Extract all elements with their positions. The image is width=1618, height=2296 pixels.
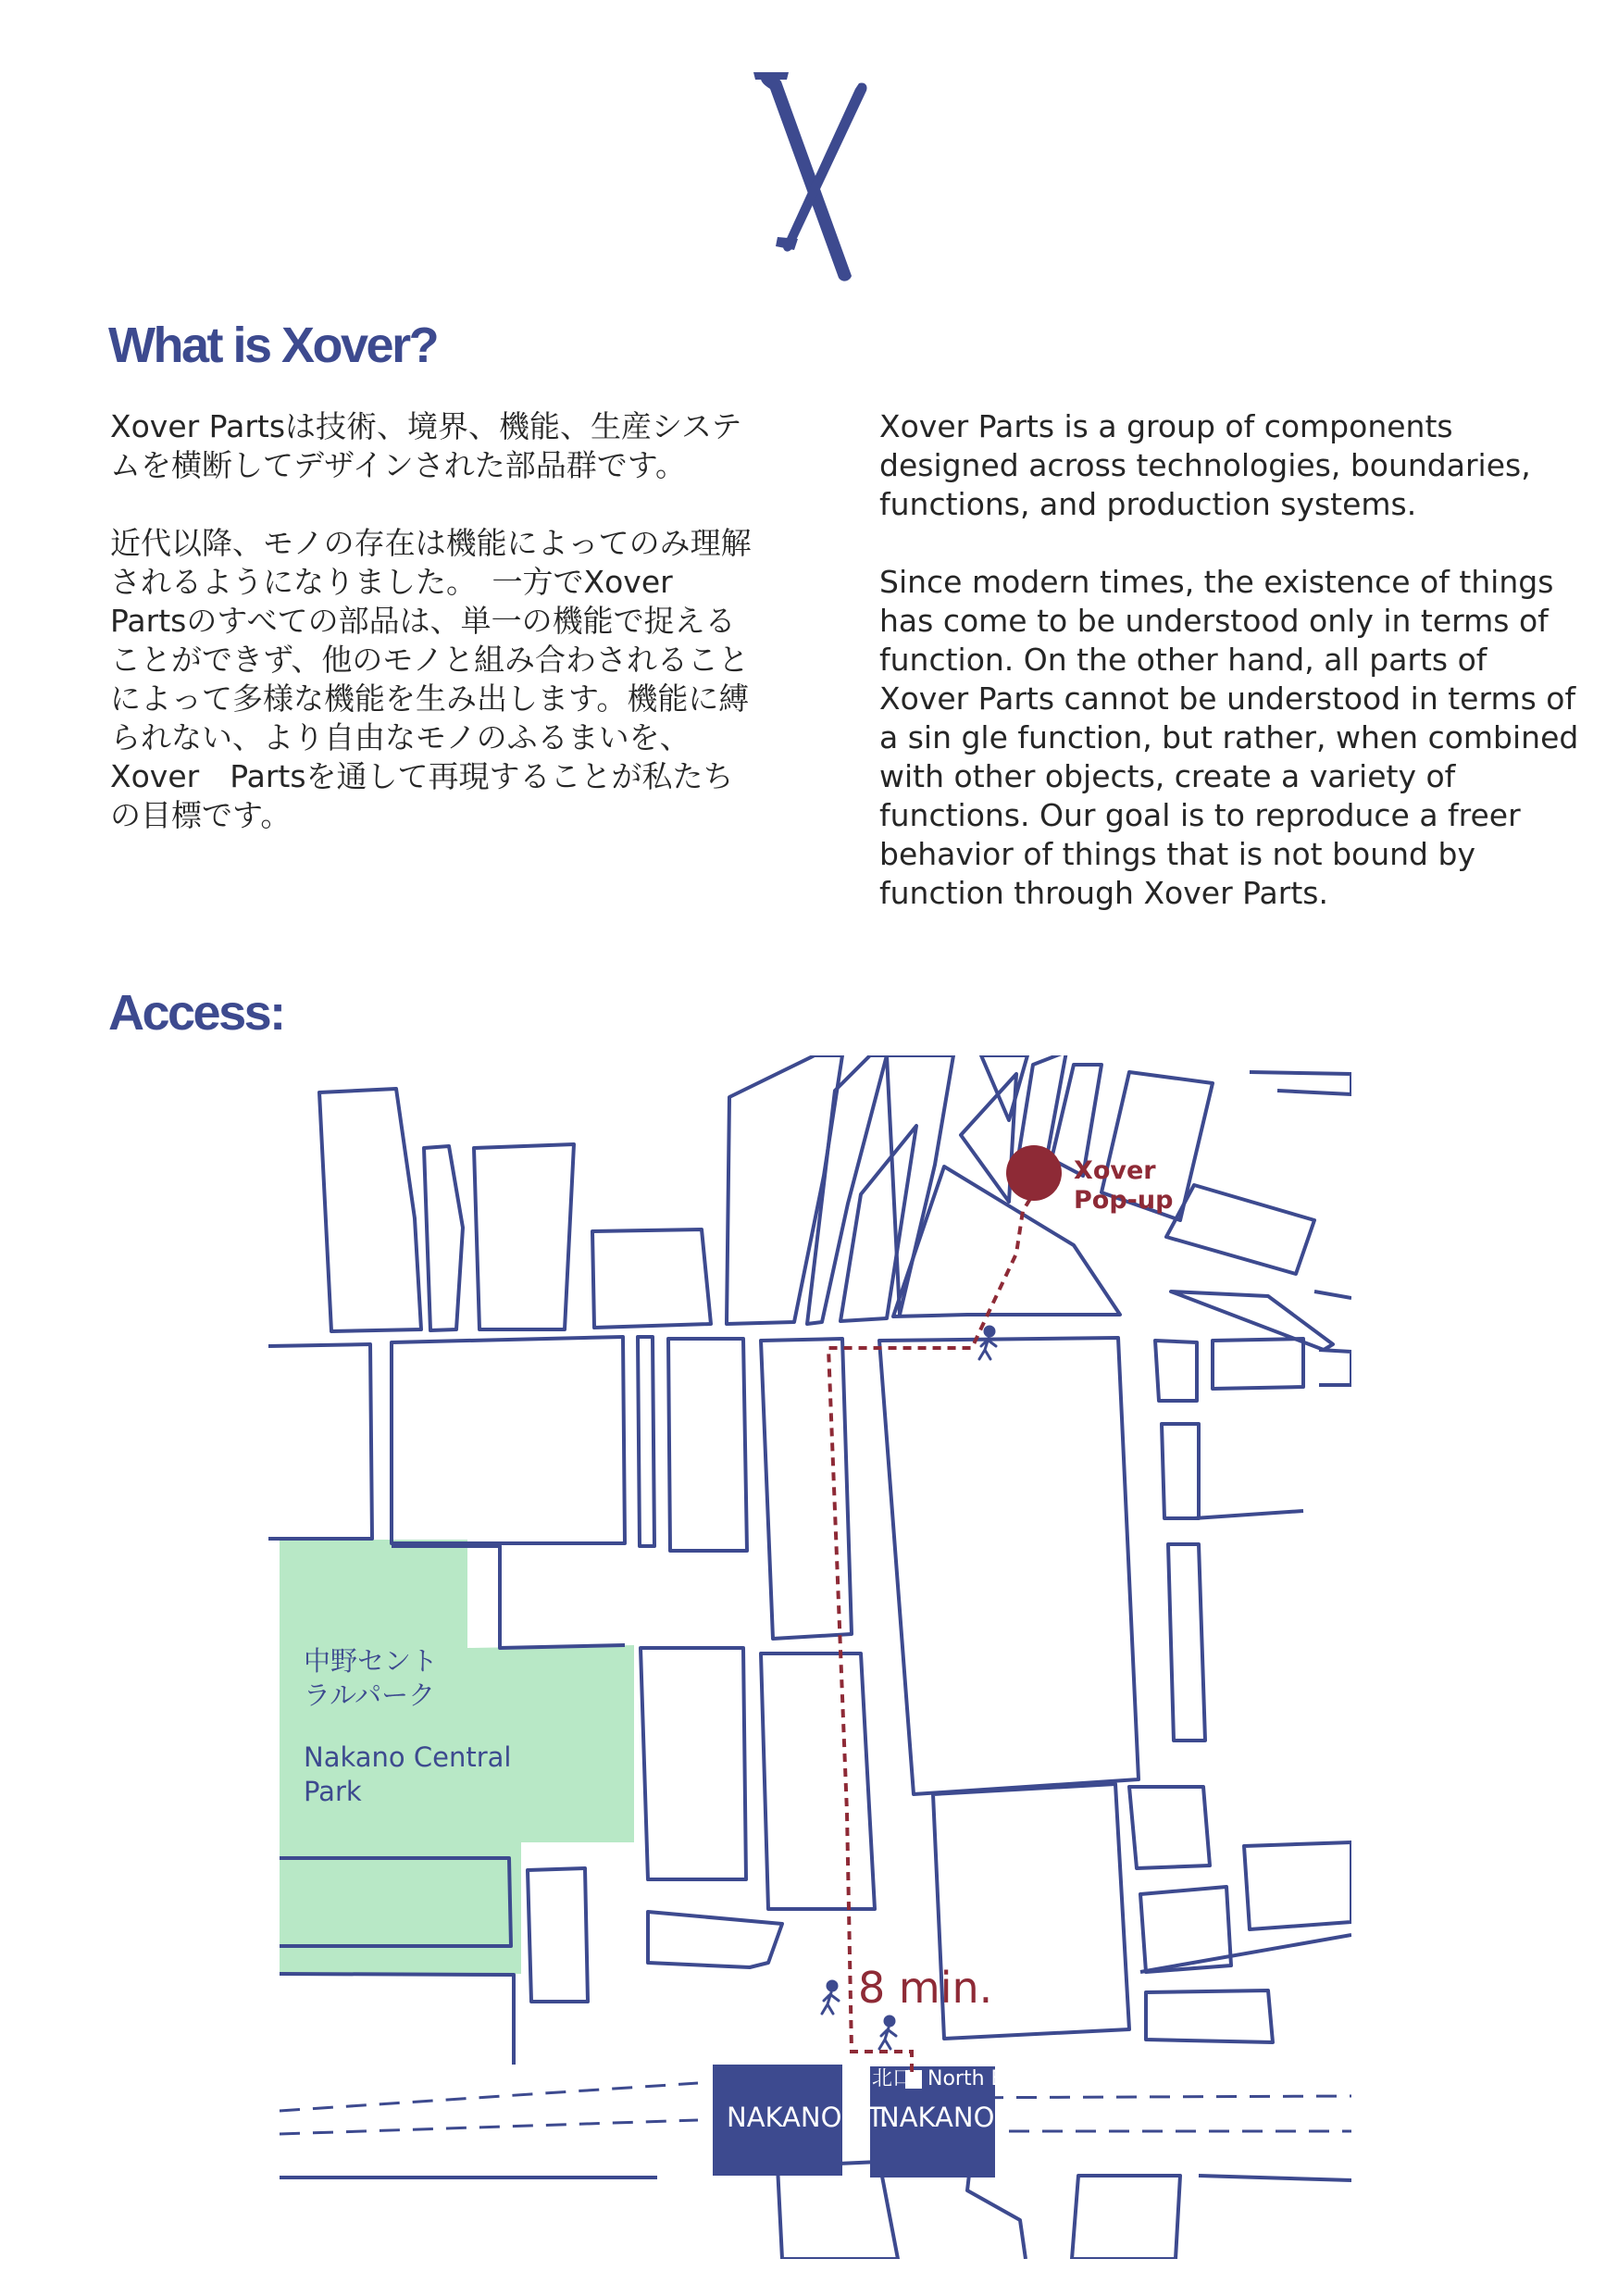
en-paragraph: Since modern times, the existence of things has come to be understood only in terms of function. On the other hand, all parts of Xover Parts cannot be understood in terms of a sin gle function, but rather, when combined with other objects, create a variety of functions. Our goal is to reproduce a freer behavior of things that is not bound by function through Xover Parts. (879, 564, 1579, 911)
popup-marker-icon (1006, 1145, 1062, 1201)
description-japanese (110, 407, 758, 874)
ja-paragraph: 近代以降、モノの存在は機能によってのみ理解されるようになりました。 一方でXover Partsのすべての部品は、単一の機能で捉えることができず、他のモノと組み合わされることによって多様な機能を生み出します。機能に縛られない、より自由なモノのふるまいを、Xover Partsを通して再現することが私たちの目標です。 (110, 525, 752, 833)
station-name-left: NAKANO ST. (727, 2102, 890, 2133)
access-map (268, 1055, 1351, 2259)
ja-paragraph: Xover Partsは技術、境界、機能、生産システムを横断してデザインされた部品群です。 (110, 408, 742, 483)
xover-logo-icon (741, 56, 879, 287)
park-name-en: Nakano Central Park (304, 1741, 512, 1807)
section-heading-access: Access: (108, 985, 284, 1041)
popup-label-line2: Pop-up (1074, 1186, 1174, 1215)
en-paragraph: Xover Parts is a group of components designed across technologies, boundaries, functions, and production systems. (879, 408, 1531, 522)
north-exit-label-ja: 北口 (872, 2067, 914, 2090)
walker-icon (979, 1327, 996, 1359)
popup-label-line1: Xover (1074, 1156, 1156, 1185)
section-heading-what: What is Xover? (108, 318, 438, 373)
walker-icon (822, 1981, 839, 2014)
north-exit-label-en: North Exit (927, 2067, 1030, 2090)
walking-route (828, 1185, 1039, 2072)
description-english (879, 407, 1583, 952)
station-name-right: NAKANO ST. (879, 2102, 1042, 2133)
park-name-ja: 中野セントラルパーク (304, 1645, 439, 1711)
walk-time: 8 min. (858, 1963, 993, 2013)
walker-icon (879, 2016, 896, 2049)
